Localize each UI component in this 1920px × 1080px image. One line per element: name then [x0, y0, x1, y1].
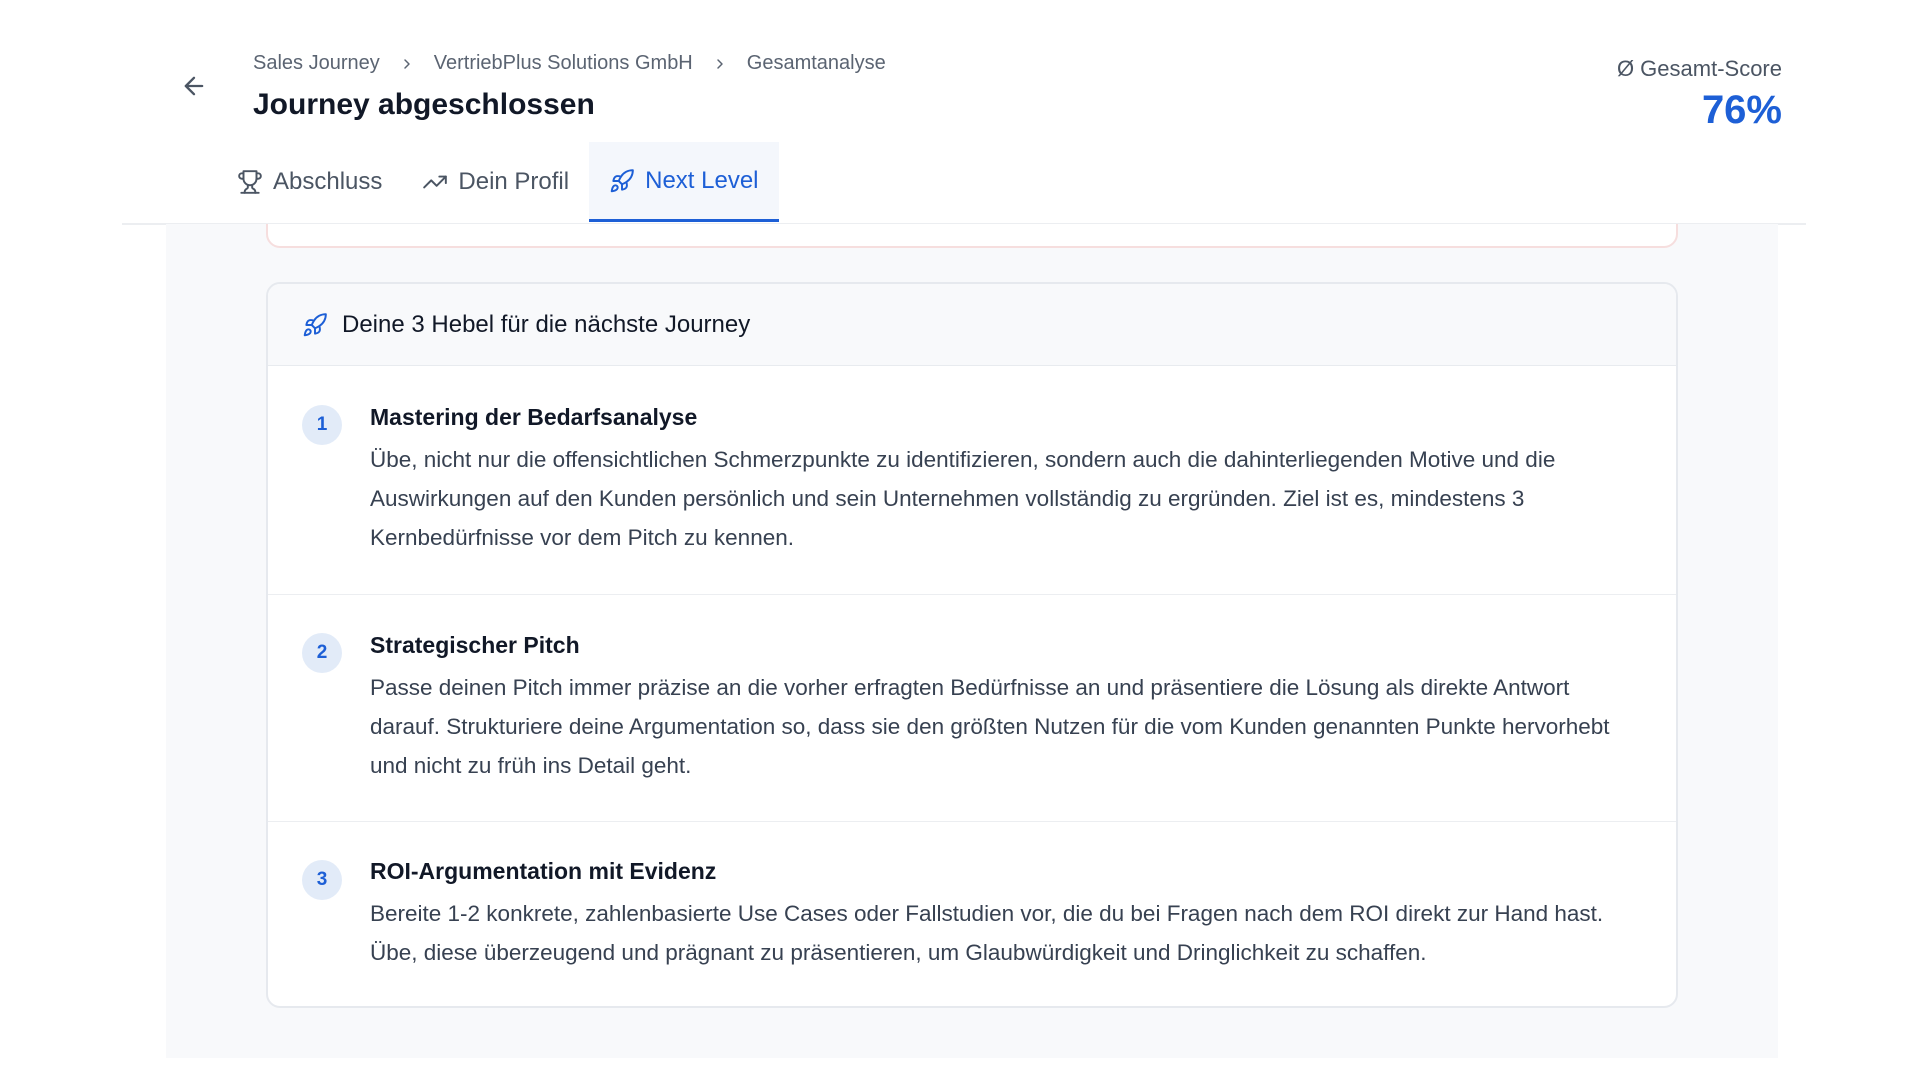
chevron-right-icon — [399, 56, 415, 72]
breadcrumb-item-company[interactable]: VertriebPlus Solutions GmbH — [433, 52, 693, 74]
tab-label: Next Level — [645, 166, 759, 194]
levers-card — [266, 282, 1678, 1008]
tab-bar — [217, 142, 779, 222]
lever-title: Mastering der Bedarfsanalyse — [370, 404, 698, 430]
breadcrumb-item-sales-journey[interactable]: Sales Journey — [253, 52, 380, 74]
tab-abschluss[interactable] — [217, 142, 402, 222]
lever-item — [268, 822, 1676, 1008]
tab-dein-profil[interactable] — [402, 142, 589, 222]
tab-label: Abschluss — [273, 168, 383, 195]
breadcrumb-item-current: Gesamtanalyse — [746, 52, 886, 74]
lever-title: Strategischer Pitch — [370, 632, 580, 658]
score-label: Ø Gesamt-Score — [1616, 56, 1782, 81]
previous-card — [266, 224, 1678, 248]
chevron-right-icon — [712, 56, 728, 72]
page-title: Journey abgeschlossen — [253, 88, 595, 121]
trophy-icon — [237, 169, 263, 195]
lever-item — [268, 366, 1676, 595]
lever-title: ROI-Argumentation mit Evidenz — [370, 858, 717, 884]
back-button[interactable] — [176, 68, 212, 104]
rocket-icon — [609, 168, 635, 194]
main-content[interactable] — [166, 224, 1778, 1058]
levers-card-header — [268, 284, 1676, 366]
lever-number-badge: 1 — [302, 405, 342, 445]
tab-next-level[interactable] — [589, 142, 778, 222]
levers-card-title: Deine 3 Hebel für die nächste Journey — [342, 310, 751, 338]
rocket-icon — [302, 312, 328, 338]
breadcrumb — [253, 52, 886, 75]
score-value: 76% — [1701, 88, 1782, 132]
trending-up-icon — [422, 169, 448, 195]
lever-description: Bereite 1-2 konkrete, zahlenbasierte Use Cases oder Fallstudien vor, die du bei Fragen nach dem ROI direkt zur Hand hast. Übe, diese überzeugend und prägnant zu präsentieren, um Glaubwürdigkeit und Dringlichkeit zu schaffen. — [370, 901, 1604, 965]
lever-description: Passe deinen Pitch immer präzise an die vorher erfragten Bedürfnisse an und präsentiere die Lösung als direkte Antwort darauf. Strukturiere deine Argumentation so, dass sie den größten Nutzen für die vom Kunden genannten Punkte hervorhebt und nicht zu früh ins Detail geht. — [370, 675, 1610, 778]
arrow-left-icon — [180, 72, 208, 100]
tab-label: Dein Profil — [458, 168, 570, 195]
overall-score — [1617, 56, 1782, 132]
lever-number-badge: 2 — [302, 633, 342, 673]
lever-number-badge: 3 — [302, 860, 342, 900]
lever-description: Übe, nicht nur die offensichtlichen Schmerzpunkte zu identifizieren, sondern auch die dahinterliegenden Motive und die Auswirkungen auf den Kunden persönlich und sein Unternehmen vollständig zu ergründen. Ziel ist es, mindestens 3 Kernbedürfnisse vor dem Pitch zu kennen. — [370, 447, 1556, 550]
lever-item — [268, 595, 1676, 822]
page-header — [122, 0, 1806, 225]
